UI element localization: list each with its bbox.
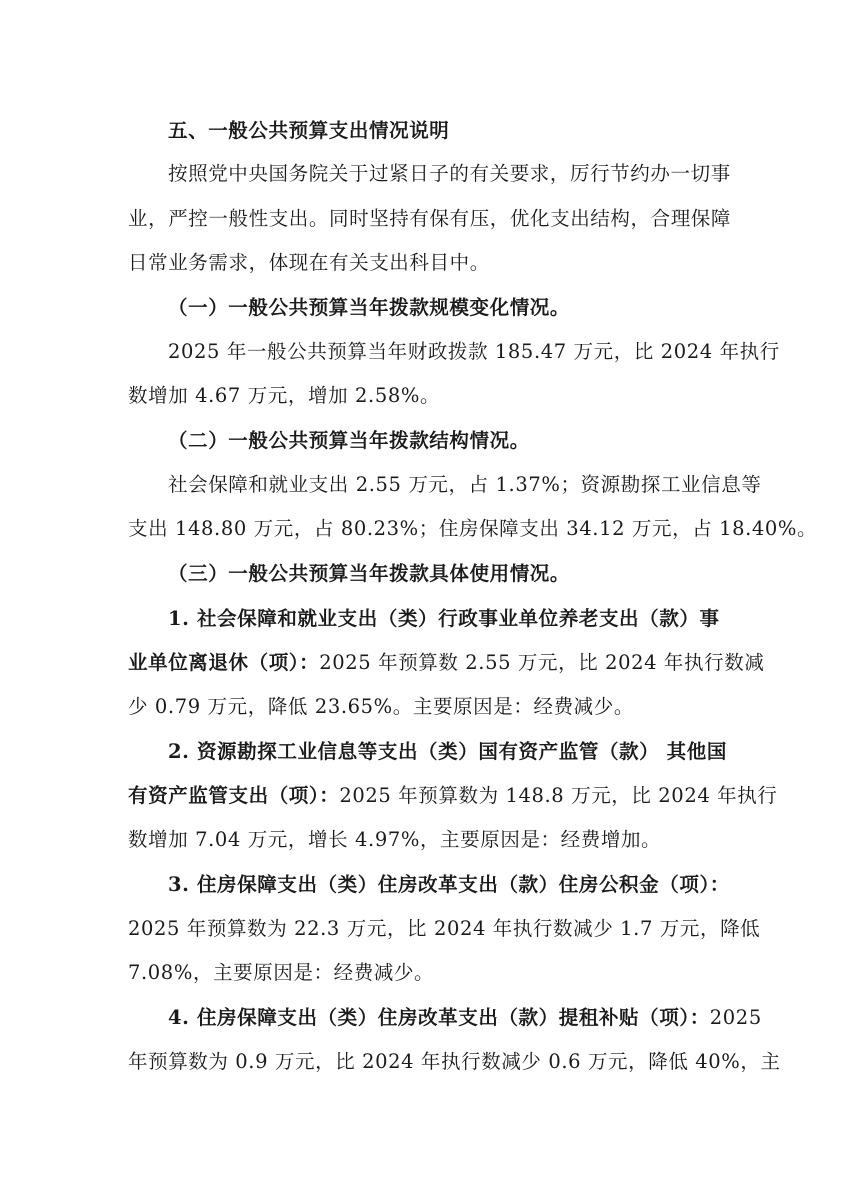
item-2-title-cont: 有资产监管支出（项）： (128, 784, 340, 807)
intro-line-3: 日常业务需求，体现在有关支出科目中。 (128, 251, 490, 274)
intro-line-2: 业，严控一般性支出。同时坚持有保有压，优化支出结构，合理保障 (128, 207, 732, 230)
subsection-2-line-2: 支出 148.80 万元，占 80.23%；住房保障支出 34.12 万元，占 18.40%。 (128, 517, 818, 540)
item-1-title: 1. 社会保障和就业支出（类）行政事业单位养老支出（款）事 (168, 607, 720, 630)
item-2-title: 2. 资源勘探工业信息等支出（类）国有资产监管（款） 其他国 (168, 740, 727, 763)
item-3-line-2: 2025 年预算数为 22.3 万元，比 2024 年执行数减少 1.7 万元，降低 (128, 917, 761, 940)
item-1-line-3: 少 0.79 万元，降低 23.65%。主要原因是：经费减少。 (128, 695, 634, 718)
item-4-text: 2025 (709, 1006, 762, 1029)
item-1-text: 2025 年预算数 2.55 万元，比 2024 年执行数减 (319, 651, 765, 674)
subsection-2-line-1: 社会保障和就业支出 2.55 万元，占 1.37%；资源勘探工业信息等 (168, 473, 762, 496)
item-1-title-cont: 业单位离退休（项）： (128, 651, 320, 674)
item-3-title: 3. 住房保障支出（类）住房改革支出（款）住房公积金（项）： (168, 873, 730, 896)
item-4-line-1 (168, 1005, 762, 1031)
item-1-line-2 (128, 650, 764, 676)
subsection-3-heading: （三）一般公共预算当年拨款具体使用情况。 (168, 562, 571, 585)
subsection-1-line-1: 2025 年一般公共预算当年财政拨款 185.47 万元，比 2024 年执行 (168, 340, 780, 363)
item-2-line-3: 数增加 7.04 万元，增长 4.97%，主要原因是：经费增加。 (128, 828, 662, 851)
subsection-1-line-2: 数增加 4.67 万元，增加 2.58%。 (128, 384, 441, 407)
intro-line-1: 按照党中央国务院关于过紧日子的有关要求，厉行节约办一切事 (168, 162, 731, 185)
item-4-line-2: 年预算数为 0.9 万元，比 2024 年执行数减少 0.6 万元，降低 40%，主 (128, 1050, 781, 1073)
item-3-line-3: 7.08%，主要原因是：经费减少。 (128, 961, 435, 984)
section-title: 五、一般公共预算支出情况说明 (168, 119, 450, 142)
subsection-2-heading: （二）一般公共预算当年拨款结构情况。 (168, 429, 530, 452)
item-2-text: 2025 年预算数为 148.8 万元，比 2024 年执行 (339, 784, 778, 807)
item-2-line-2 (128, 783, 777, 809)
item-4-title: 4. 住房保障支出（类）住房改革支出（款）提租补贴（项）： (168, 1006, 710, 1029)
subsection-1-heading: （一）一般公共预算当年拨款规模变化情况。 (168, 296, 571, 319)
